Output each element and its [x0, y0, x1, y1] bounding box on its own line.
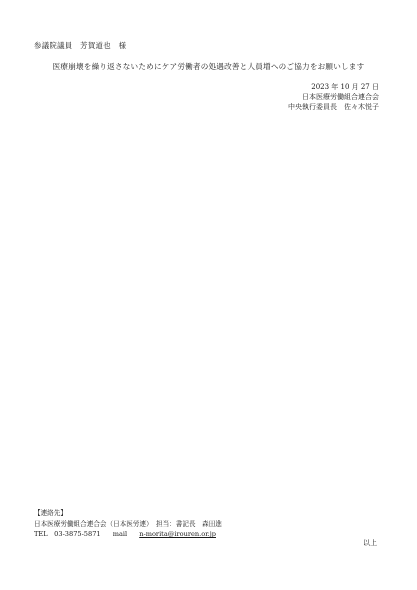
body-paragraph: [34, 122, 383, 132]
sender-representative: 中央執行委員長 佐々木悦子: [288, 103, 379, 111]
contact-organization: 日本医療労働組合連合会（日本医労連） 担当：書記長 森田進: [34, 519, 222, 528]
contact-heading: 【連絡先】: [34, 509, 67, 517]
letter-title: 医療崩壊を繰り返さないためにケア労働者の処遇改善と人員増へのご協力をお願いします: [52, 62, 365, 71]
body-paragraph: [34, 157, 383, 167]
body-paragraph: [34, 134, 383, 144]
contact-block: [34, 508, 226, 540]
contact-mail-label: mail: [112, 530, 128, 538]
contact-tel: TEL 03-3875-5871: [34, 530, 101, 538]
body-paragraph: [34, 145, 383, 155]
letter-body: [34, 122, 383, 190]
body-paragraph: [34, 168, 383, 178]
addressee: 参議院議員 芳賀道也 様: [34, 41, 127, 50]
sender-block: [34, 82, 383, 112]
end-mark: 以上: [363, 539, 377, 547]
letter-date: 2023 年 10 月 27 日: [311, 83, 379, 91]
contact-mail-link[interactable]: n-morita@irouren.or.jp: [139, 530, 216, 538]
body-paragraph: [34, 180, 383, 190]
contact-phone-row: [34, 529, 226, 540]
sender-organization: 日本医療労働組合連合会: [302, 93, 379, 101]
